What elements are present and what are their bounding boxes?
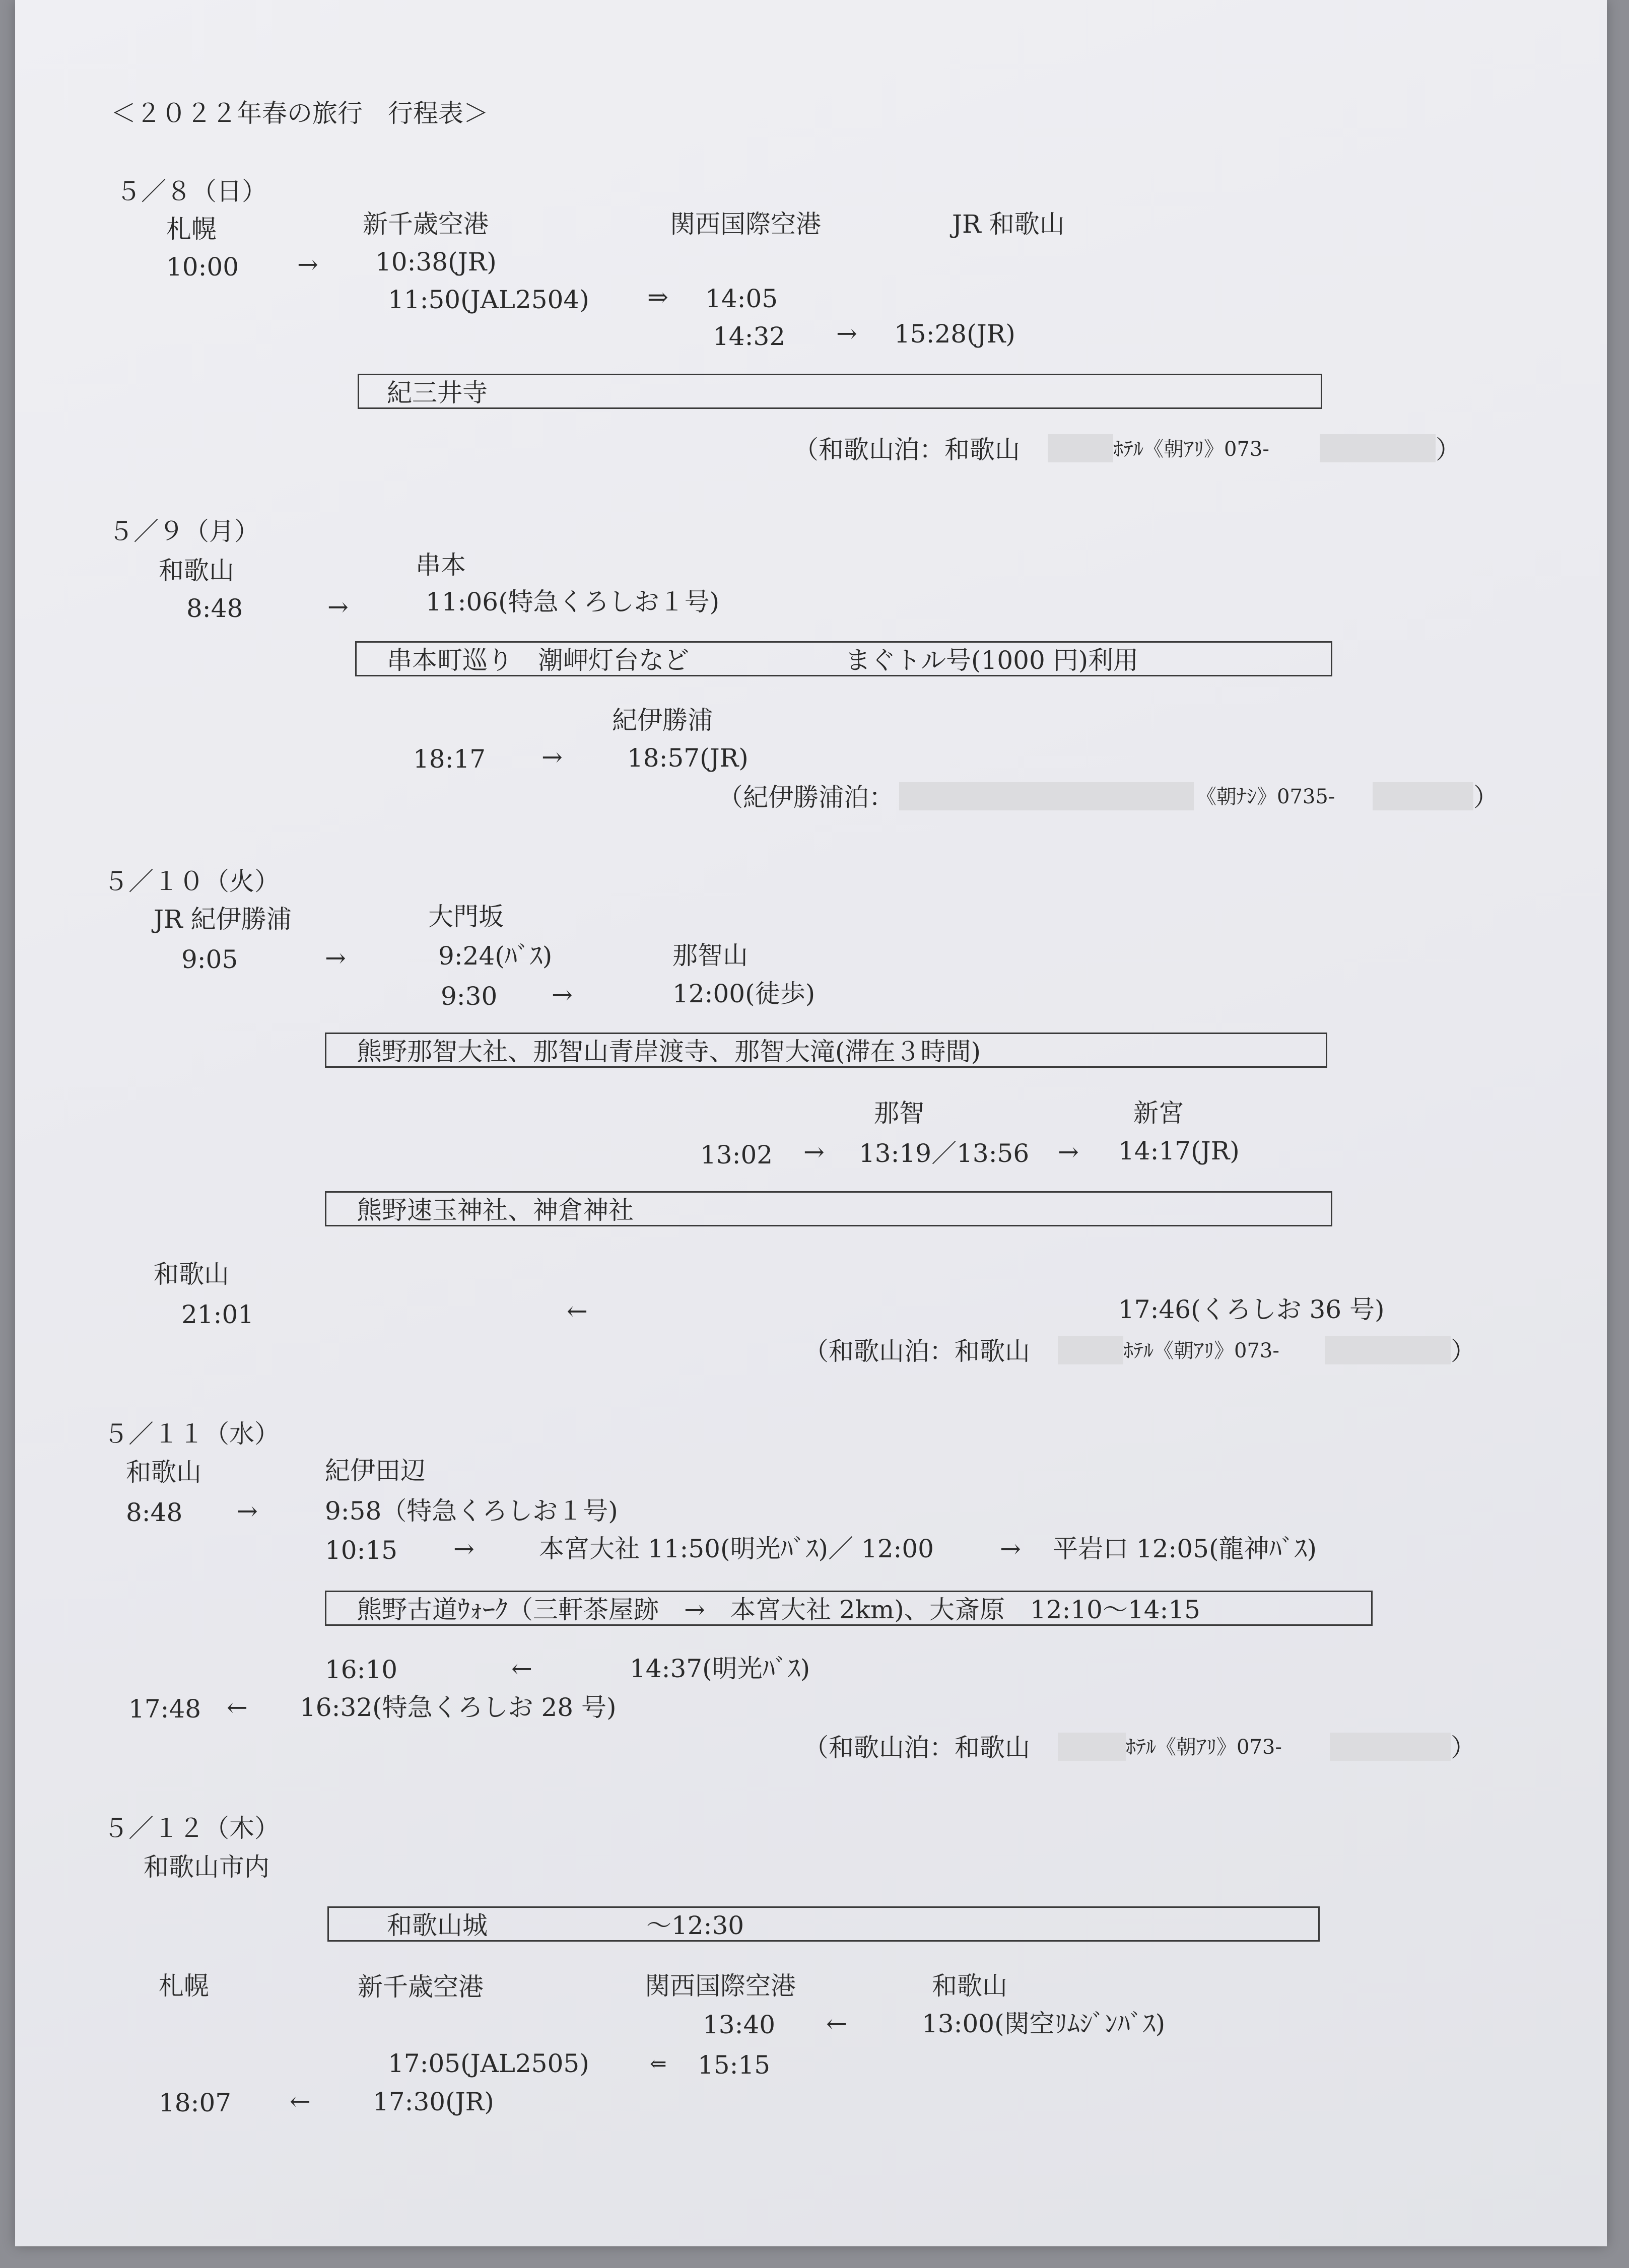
sightseeing-box (325, 1591, 1373, 1626)
time-entry: 14:37(明光ﾊﾞｽ) (630, 1654, 810, 1683)
time-entry: 10:15 (325, 1536, 398, 1565)
sightseeing-text: 紀三井寺 (387, 378, 488, 407)
sightseeing-text: 熊野速玉神社、神倉神社 (357, 1196, 634, 1225)
time-entry: 17:30(JR) (373, 2087, 494, 2116)
station-label: 那智山 (672, 941, 748, 970)
stay-info: ﾎﾃﾙ《朝ｱﾘ》073- (1113, 438, 1269, 461)
station-label: 和歌山 (154, 1260, 229, 1289)
station-label: JR 紀伊勝浦 (154, 905, 292, 934)
page-title: ＜２０２２年春の旅行 行程表＞ (111, 99, 489, 128)
arrow-icon: ← (826, 2009, 847, 2038)
station-label: 和歌山 (932, 1971, 1007, 2001)
time-entry: 12:00(徒歩) (672, 979, 816, 1008)
redaction (1330, 1733, 1451, 1761)
redaction (899, 782, 1194, 810)
station-label: JR 和歌山 (952, 210, 1065, 239)
station-label: 和歌山 (126, 1458, 201, 1487)
arrow-icon: → (541, 742, 563, 772)
sightseeing-box (355, 641, 1332, 676)
time-entry: 8:48 (186, 594, 243, 623)
time-entry: 18:17 (413, 744, 486, 774)
time-entry: 16:10 (325, 1655, 398, 1684)
station-label: 札幌 (166, 215, 217, 244)
day-date: ５／１０（火） (103, 867, 280, 896)
arrow-icon: → (836, 319, 857, 348)
stay-info: （紀伊勝浦泊： (718, 783, 894, 812)
stay-info: ） (1436, 435, 1461, 464)
sightseeing-text: ～12:30 (646, 1911, 744, 1940)
station-label: 串本 (416, 551, 466, 580)
day-date: ５／１２（木） (103, 1814, 280, 1843)
itinerary-sheet (15, 0, 1607, 2246)
time-entry: 18:57(JR) (627, 743, 749, 773)
time-entry: 10:38(JR) (375, 247, 497, 277)
station-label: 新千歳空港 (363, 210, 489, 239)
sightseeing-text: 熊野古道ｳｫｰｸ（三軒茶屋跡 → 本宮大社 2km)、大斎原 12:10～14:15 (357, 1595, 1200, 1624)
arrow-icon: ⇒ (647, 283, 668, 312)
station-label: 新宮 (1133, 1098, 1184, 1128)
time-entry: 16:32(特急くろしお 28 号) (300, 1693, 617, 1722)
time-entry: 14:05 (705, 284, 778, 313)
stay-info: 《朝ﾅｼ》0735- (1196, 785, 1335, 808)
time-entry: 15:28(JR) (894, 319, 1015, 349)
arrow-icon: → (803, 1137, 825, 1166)
sightseeing-text: 熊野那智大社、那智山青岸渡寺、那智大滝(滞在３時間) (357, 1037, 981, 1066)
station-label: 関西国際空港 (670, 210, 821, 239)
arrow-icon: → (237, 1496, 258, 1526)
stay-info: （和歌山泊：和歌山 (793, 435, 1020, 464)
time-entry: 11:06(特急くろしお１号) (426, 587, 720, 616)
station-label: 新千歳空港 (358, 1972, 484, 2002)
time-entry: 9:05 (181, 945, 238, 974)
redaction (1048, 434, 1113, 462)
station-label: 紀伊勝浦 (612, 706, 713, 735)
time-entry: 13:40 (703, 2010, 776, 2039)
arrow-icon: ← (567, 1296, 588, 1326)
station-label: 紀伊田辺 (325, 1456, 426, 1485)
time-entry: 9:24(ﾊﾞｽ) (438, 941, 553, 971)
arrow-icon: → (325, 943, 346, 973)
time-entry: 13:19／13:56 (859, 1139, 1030, 1168)
arrow-icon: ← (511, 1654, 532, 1683)
sightseeing-text: 和歌山城 (387, 1911, 488, 1940)
day-date: ５／８（日） (116, 177, 267, 206)
stay-info: ） (1473, 783, 1499, 812)
stay-info: ） (1451, 1337, 1476, 1366)
time-entry: 17:46(くろしお 36 号) (1118, 1295, 1385, 1324)
arrow-icon: → (552, 980, 573, 1009)
section-subtitle: 和歌山市内 (144, 1852, 269, 1882)
time-entry: 15:15 (698, 2050, 771, 2080)
sightseeing-text: 串本町巡り 潮岬灯台など (387, 646, 689, 675)
time-entry: 10:00 (166, 252, 239, 282)
redaction (1373, 782, 1473, 810)
station-label: 大門坂 (428, 902, 504, 931)
time-entry: 9:30 (441, 982, 498, 1011)
time-entry: 13:00(関空ﾘﾑｼﾞﾝﾊﾞｽ) (922, 2009, 1166, 2038)
sightseeing-box (325, 1033, 1327, 1068)
time-entry: 21:01 (181, 1300, 254, 1329)
time-entry: 14:17(JR) (1118, 1136, 1240, 1165)
stay-info: ﾎﾃﾙ《朝ｱﾘ》073- (1123, 1339, 1279, 1362)
station-label: 那智 (874, 1098, 924, 1128)
day-date: ５／１１（水） (103, 1419, 280, 1449)
time-entry: 8:48 (126, 1498, 183, 1527)
time-entry: 平岩口 12:05(龍神ﾊﾞｽ) (1053, 1534, 1317, 1563)
sightseeing-box (358, 374, 1322, 409)
stay-info: ﾎﾃﾙ《朝ｱﾘ》073- (1126, 1736, 1282, 1759)
time-entry: 9:58（特急くろしお１号) (325, 1496, 618, 1526)
station-label: 和歌山 (159, 556, 234, 585)
time-entry: 18:07 (159, 2088, 232, 2117)
time-entry: 本宮大社 11:50(明光ﾊﾞｽ)／ 12:00 (539, 1534, 934, 1563)
sightseeing-box (327, 1906, 1320, 1942)
time-entry: 13:02 (700, 1140, 773, 1170)
arrow-icon: ← (227, 1693, 248, 1722)
time-entry: 11:50(JAL2504) (388, 285, 589, 314)
stay-info: （和歌山泊：和歌山 (803, 1337, 1030, 1366)
arrow-icon: ← (290, 2087, 311, 2116)
time-entry: 17:05(JAL2505) (388, 2049, 589, 2078)
time-entry: 14:32 (713, 322, 786, 351)
day-date: ５／９（月） (108, 517, 259, 546)
arrow-icon: → (1058, 1137, 1079, 1166)
arrow-icon: ⇐ (650, 2052, 667, 2076)
stay-info: ） (1451, 1733, 1476, 1762)
station-label: 関西国際空港 (645, 1971, 796, 2001)
arrow-icon: → (327, 592, 349, 622)
arrow-icon: → (297, 250, 318, 279)
redaction (1058, 1733, 1126, 1761)
redaction (1325, 1336, 1451, 1364)
arrow-icon: → (1000, 1534, 1021, 1563)
redaction (1058, 1336, 1123, 1364)
sightseeing-box (325, 1191, 1332, 1226)
arrow-icon: → (453, 1534, 474, 1563)
station-label: 札幌 (159, 1971, 209, 2001)
stay-info: （和歌山泊：和歌山 (803, 1733, 1030, 1762)
time-entry: 17:48 (128, 1694, 201, 1724)
redaction (1320, 434, 1436, 462)
sightseeing-text: まぐトル号(1000 円)利用 (845, 646, 1139, 675)
